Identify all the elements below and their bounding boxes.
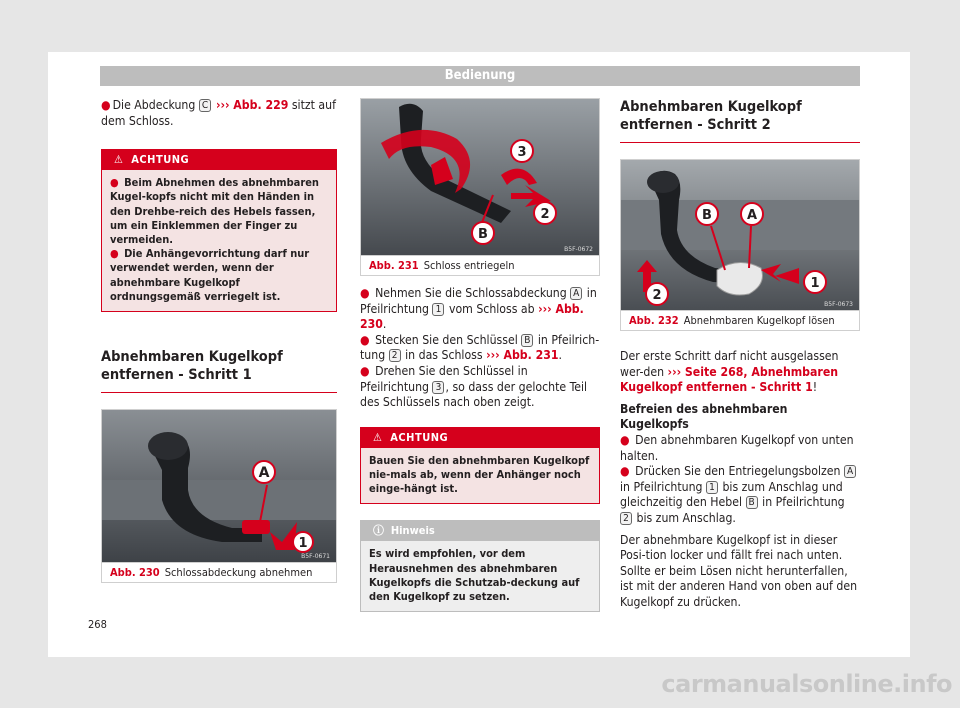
column-1 <box>101 98 337 583</box>
callout-label: A <box>746 208 758 223</box>
section-title: Abnehmbaren Kugelkopf entfernen - Schritt 2 <box>620 98 860 143</box>
figure-232-image <box>621 160 859 310</box>
subheading: Befreien des abnehmbaren Kugelkopfs <box>620 401 788 432</box>
callout-label: B <box>478 227 488 242</box>
key-label: C <box>199 99 211 112</box>
warning-item: ● Beim Abnehmen des abnehmbaren Kugel-kopfs nicht mit den Händen in den Drehbe-reich des Hebels fassen, um ein Einklemmen der Finger zu vermeiden. <box>110 176 319 246</box>
warning-triangle-icon: ⚠ <box>114 153 124 167</box>
callout-label: 2 <box>652 288 662 303</box>
figure-code: B5F-0671 <box>301 553 330 561</box>
bullet-icon: ● <box>110 176 119 190</box>
figure-link[interactable]: ››› Abb. 230 <box>360 301 584 332</box>
paragraph: Der abnehmbare Kugelkopf ist in dieser Posi-tion locker und fällt frei nach unten. Sollte er beim Lösen nicht herunterfallen, ist mit der anderen Hand von oben auf den Kugelkopf zu drücken. <box>620 532 858 609</box>
list-item: ● Drehen Sie den Schlüssel in Pfeilrichtung 3 , so dass der gelochte Teil des Schlüssels nach oben zeigt. <box>360 363 588 410</box>
hint-header: ⓘ Hinweis <box>361 521 599 541</box>
warning-header: ⚠ ACHTUNG <box>361 428 599 448</box>
warning-item: ● Die Anhängevorrichtung darf nur verwendet werden, wenn der abnehmbare Kugelkopf ordnungsgemäß verriegelt ist. <box>110 247 310 303</box>
paragraph: Der erste Schritt darf nicht ausgelassen wer-den ››› Seite 268, Abnehmbaren Kugelkopf entfernen - Schritt 1! <box>620 349 839 395</box>
figure-231-image <box>361 99 599 255</box>
list-item: ● Drücken Sie den Entriegelungsbolzen A in Pfeilrichtung 1 bis zum Anschlag und gleichzeitig den Hebel B in Pfeilrichtung 2 bis zum Anschlag. <box>620 464 860 526</box>
figure-230-image <box>102 410 336 562</box>
callout-label: 2 <box>540 207 550 222</box>
bullet-icon: ● <box>360 363 370 378</box>
intro-paragraph: ● Die Abdeckung C ››› Abb. 229 sitzt auf dem Schloss. <box>101 98 336 128</box>
page-header: Bedienung <box>100 66 860 86</box>
figure-230 <box>101 409 337 583</box>
warning-box <box>360 427 600 505</box>
figure-code: B5F-0673 <box>824 301 853 308</box>
warning-body: Bauen Sie den abnehmbaren Kugelkopf nie-mals ab, wenn der Anhänger noch einge-hängt ist. <box>361 448 599 504</box>
list-item: ● Stecken Sie den Schlüssel B in Pfeilrich-tung 2 in das Schloss ››› Abb. 231. <box>360 332 600 363</box>
figure-caption: Abb. 232 Abnehmbaren Kugelkopf lösen <box>621 310 859 330</box>
list-item: ● Den abnehmbaren Kugelkopf von unten halten. <box>620 432 854 463</box>
bullet-icon: ● <box>110 247 119 261</box>
callout-label: A <box>258 465 270 482</box>
callout-label: 3 <box>517 145 527 160</box>
bullet-icon: ● <box>360 332 370 347</box>
warning-header: ⚠ ACHTUNG <box>102 150 336 170</box>
page-number: 268 <box>88 618 107 631</box>
figure-231 <box>360 98 600 276</box>
figure-code: B5F-0672 <box>564 246 593 253</box>
watermark: carmanualsonline.info <box>661 670 952 698</box>
warning-box <box>101 149 337 312</box>
callout-label: B <box>702 208 712 223</box>
figure-caption: Abb. 231 Schloss entriegeln <box>361 255 599 275</box>
hint-box <box>360 520 600 612</box>
section-title: Abnehmbaren Kugelkopf entfernen - Schritt 1 <box>101 348 337 393</box>
column-3 <box>620 98 860 611</box>
list-item: ● Nehmen Sie die Schlossabdeckung A in Pfeilrichtung 1 vom Schloss ab ››› Abb. 230. <box>360 286 597 332</box>
bullet-icon: ● <box>620 432 630 447</box>
column-2 <box>360 98 600 612</box>
warning-triangle-icon: ⚠ <box>373 430 383 444</box>
info-icon: ⓘ <box>373 524 384 538</box>
lock-cover <box>242 520 270 534</box>
figure-caption: Abb. 230 Schlossabdeckung abnehmen <box>102 562 336 582</box>
page-link[interactable]: ››› Seite 268, Abnehmbaren Kugelkopf entfernen - Schritt 1 <box>620 364 839 395</box>
callout-label: 1 <box>810 276 820 291</box>
figure-link[interactable]: ››› Abb. 229 <box>212 98 289 112</box>
hint-body: Es wird empfohlen, vor dem Herausnehmen des abnehmbaren Kugelkopfs die Schutzab-deckung auf den Kugelkopf zu setzen. <box>361 541 599 611</box>
figure-232 <box>620 159 860 331</box>
bullet-icon: ● <box>360 286 370 300</box>
figure-link[interactable]: ››› Abb. 231 <box>486 348 559 363</box>
bullet-icon: ● <box>620 464 630 479</box>
warning-body <box>102 170 336 311</box>
step-list <box>360 286 600 411</box>
bullet-icon: ● <box>101 98 111 112</box>
callout-label: 1 <box>298 536 308 552</box>
